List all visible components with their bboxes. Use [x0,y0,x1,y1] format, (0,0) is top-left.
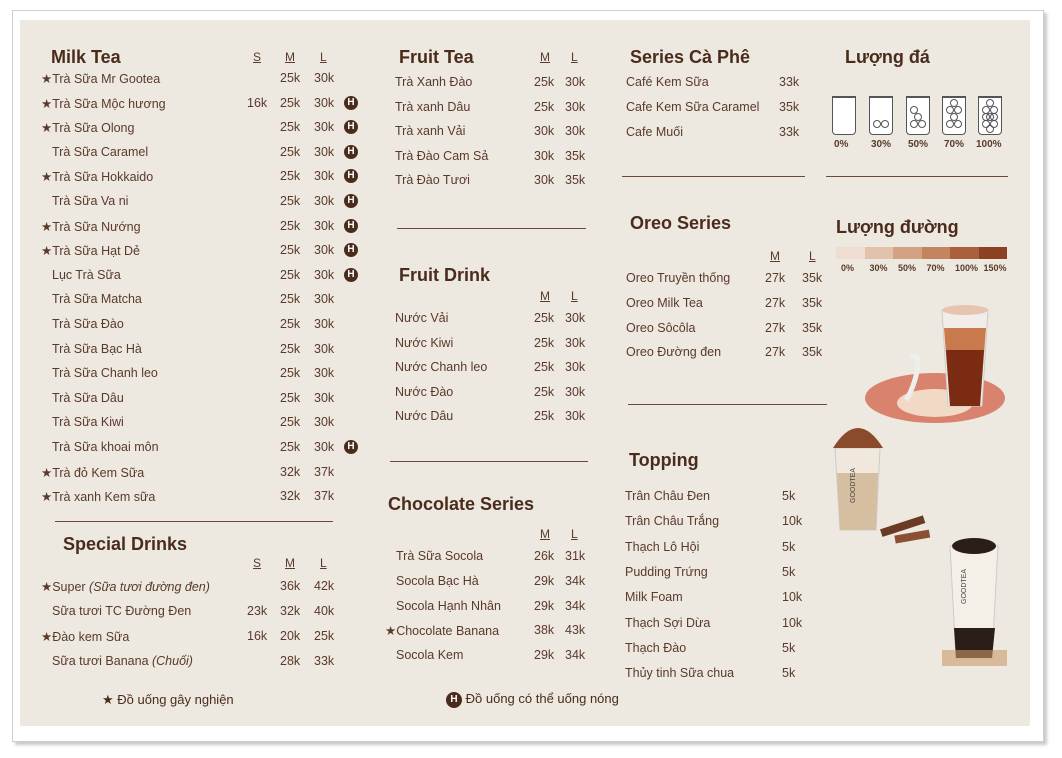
item-name: Socola Kem [396,648,464,663]
price-m: 25k [280,71,301,85]
ice-cube-icon [881,120,889,128]
cup-1-foam [942,305,988,315]
item-name: ★Trà Sữa Hokkaido [41,170,154,185]
item-name: Milk Foam [625,590,683,605]
item-name: Trà Sữa Bạc Hà [52,341,142,356]
ice-cube-icon [946,106,954,114]
price-m: 30k [534,173,555,188]
price-m: 36k [280,579,301,593]
item-name: Thủy tinh Sữa chua [625,666,735,681]
price-l: 30k [565,335,586,350]
price-m: 26k [534,549,555,563]
oreo-header-m: M [770,249,780,263]
ice-title: Lượng đá [845,47,930,67]
price-m: 30k [534,148,555,163]
price-l: 30k [565,311,586,325]
hot-icon: H [344,243,358,257]
sugar-level-label: 50% [898,263,917,273]
fruit-tea-divider [397,228,586,229]
ice-cube-icon [946,120,954,128]
item-name: Sữa tươi Banana (Chuối) [52,654,193,668]
price-m: 25k [280,366,301,381]
item-name: Trà Sữa Va ni [52,194,129,208]
price-price: 10k [782,590,803,605]
price-l: 30k [314,243,335,258]
price-l: 42k [314,579,335,593]
item-name: Trân Châu Trắng [625,514,720,529]
oreo-header-l: L [809,249,816,263]
item-name: Trà xanh Vải [395,124,466,139]
price-m: 25k [280,267,301,282]
price-l: 30k [314,341,335,356]
item-name: Trà Sữa Chanh leo [52,366,158,381]
price-m: 25k [280,144,301,159]
legend-hot-text: Đồ uống có thể uống nóng [465,691,619,706]
hot-icon: H [344,169,358,183]
cup-3-topping [952,538,996,554]
item-name: Lục Trà Sữa [52,267,121,282]
fruit-tea-header-m: M [540,50,550,64]
coffee-title: Series Cà Phê [630,47,751,67]
price-m: 25k [280,120,301,135]
price-l: 30k [565,124,586,139]
price-m: 25k [280,317,301,331]
price-l: 34k [565,598,586,613]
item-name: Oreo Đường đen [626,345,722,360]
item-name: Socola Hạnh Nhân [396,598,501,613]
price-l: 30k [565,409,586,424]
ice-cube-icon [982,113,990,121]
price-s: 16k [247,629,268,643]
price-l: 30k [314,194,335,208]
cup-1-sugar [946,350,984,406]
fruit-tea-header-l: L [571,50,578,64]
price-m: 25k [280,169,301,184]
item-name: Trà Sữa Dâu [52,390,124,405]
price-l: 30k [314,144,335,159]
ice-cup-icon [832,96,856,135]
ice-cube-icon [986,99,994,107]
item-name: Cafe Muối [626,125,683,139]
price-l: 30k [314,71,335,85]
price-m: 25k [280,95,301,110]
price-m: 27k [765,295,786,310]
price-m: 25k [534,99,555,114]
oreo-divider [628,404,827,405]
list-item [0,514,803,534]
fruit-drink-header-l: L [571,289,578,303]
chocolate-header-l: L [571,527,578,541]
item-name: Thạch Sợi Dừa [625,615,711,630]
item-name: ★Trà đỏ Kem Sữa [41,465,145,480]
item-name: Trà Sữa Caramel [52,144,149,159]
sugar-swatch [979,247,1008,259]
fruit-drink-title: Fruit Drink [399,265,491,285]
price-l: 30k [314,292,335,307]
price-m: 25k [534,311,555,325]
item-name: Nước Đào [395,384,454,399]
cup-2-cream [833,428,883,448]
item-name: Oreo Truyền thống [626,271,731,285]
sugar-swatch [893,247,922,259]
price-m: 25k [280,292,301,307]
price-l: 30k [314,366,335,381]
list-item [0,194,355,214]
item-name: ★Trà xanh Kem sữa [41,490,156,505]
item-name: ★Chocolate Banana [385,624,500,639]
price-l: 30k [314,218,335,233]
price-l: 30k [314,317,335,331]
price-price: 5k [782,666,796,681]
milk-tea-header-s: S [253,50,262,64]
ice-cube-icon [918,120,926,128]
price-m: 25k [534,384,555,399]
ice-level-label: 70% [944,139,965,150]
item-name: Oreo Sôcôla [626,320,696,335]
ice-level-label: 50% [908,139,929,150]
item-name: Thạch Đào [625,640,687,655]
legend-star [102,692,234,708]
item-name: ★Trà Sữa Mộc hương [41,96,166,111]
item-name: ★Đào kem Sữa [41,630,130,644]
ice-cube-icon [954,120,962,128]
item-name: Sữa tươi TC Đường Đen [52,604,192,618]
price-m: 32k [280,604,301,618]
coffee-divider [622,176,805,177]
list-item [0,243,355,263]
ice-cube-icon [950,99,958,107]
price-price: 5k [782,489,796,503]
hot-icon: H [344,268,358,282]
item-name: Trà Sữa khoai môn [52,440,159,454]
price-m: 25k [280,194,301,208]
item-note: (Sữa tươi đường đen) [85,580,210,594]
fruit-drink-header-m: M [540,289,550,303]
price-l: 30k [314,169,335,184]
ice-level-label: 100% [976,139,1002,150]
item-name: Nước Kiwi [395,335,454,350]
hot-icon: H [344,194,358,208]
price-l: 30k [314,95,335,110]
chocolate-bar-2 [894,530,930,544]
sugar-level-label: 150% [983,263,1007,273]
fruit-drink-divider [390,461,588,462]
ice-cube-icon [910,120,918,128]
price-m: 25k [280,390,301,405]
price-price: 35k [779,100,800,114]
ice-level-label: 30% [871,139,892,150]
price-m: 29k [534,573,555,588]
legend-hot [446,691,619,709]
item-name: Trà Sữa Kiwi [52,415,124,430]
price-m: 38k [534,623,555,638]
price-price: 10k [782,615,803,630]
cup-2-tea [837,473,878,530]
price-l: 25k [314,629,335,643]
ice-cube-icon [914,113,922,121]
hot-icon: H [344,440,358,454]
price-m: 32k [280,464,301,479]
ice-cup-icon [906,96,930,135]
price-m: 25k [534,409,555,424]
milk-tea-header-m: M [285,50,295,64]
milk-tea-divider [55,521,333,522]
hot-icon: H [344,96,358,110]
price-l: 30k [314,415,335,430]
item-name: Trà Sữa Socola [396,549,484,563]
ice-divider [826,176,1008,177]
item-name: Nước Vải [395,311,449,325]
item-name: Trà Sữa Đào [52,317,124,331]
price-m: 25k [280,415,301,430]
list-item [0,666,796,686]
price-l: 37k [314,489,335,504]
item-name: Café Kem Sữa [626,75,709,89]
price-l: 40k [314,604,335,618]
price-l: 31k [565,549,586,563]
chocolate-header-m: M [540,527,550,541]
item-name: Trân Châu Đen [625,489,710,503]
price-price: 33k [779,75,800,89]
cup-3-brand: GOODTEA [961,568,968,604]
price-m: 25k [280,218,301,233]
item-note: (Chuối) [148,654,193,668]
star-icon: ★ [102,692,114,707]
price-m: 30k [534,124,555,139]
price-m: 25k [280,243,301,258]
item-name: ★Trà Sữa Nướng [41,219,141,234]
cup-3-tray [942,650,1007,666]
sugar-level-label: 70% [926,263,945,273]
price-s: 23k [247,604,268,618]
price-m: 27k [765,345,786,360]
price-l: 34k [565,573,586,588]
sugar-level-label: 0% [841,263,855,273]
oreo-title: Oreo Series [630,213,732,233]
price-l: 35k [802,345,823,360]
price-l: 37k [314,464,335,479]
price-m: 25k [280,440,301,454]
price-l: 34k [565,648,586,663]
price-l: 30k [314,120,335,135]
chocolate-title: Chocolate Series [388,494,535,514]
list-item [0,464,335,485]
sugar-title: Lượng đường [836,217,959,237]
price-m: 25k [534,75,555,89]
price-price: 33k [779,125,800,139]
item-name: Trà Đào Cam Sả [395,148,489,163]
item-name: Cafe Kem Sữa Caramel [626,100,760,114]
special-drinks-title: Special Drinks [63,534,188,554]
price-l: 35k [802,295,823,310]
sugar-swatch [865,247,894,259]
item-name: Thạch Lô Hội [625,539,700,554]
price-m: 32k [280,489,301,504]
item-name: Socola Bạc Hà [396,573,479,588]
special-header-m: M [285,556,295,570]
milk-tea-header-l: L [320,50,327,64]
price-l: 30k [565,360,586,375]
price-l: 35k [802,320,823,335]
sugar-swatch [950,247,979,259]
item-name: ★Super (Sữa tươi đường đen) [41,580,210,594]
hot-icon: H [344,120,358,134]
ice-cube-icon [873,120,881,128]
item-name: ★Trà Sữa Mr Gootea [41,72,161,86]
item-name: Nước Dâu [395,409,454,424]
price-price: 10k [782,514,803,529]
list-item [0,218,355,239]
ice-cup-icon [869,96,893,135]
price-m: 20k [280,629,301,643]
price-price: 5k [782,564,796,579]
price-l: 30k [314,390,335,405]
price-m: 25k [534,360,555,375]
legend-star-text: Đồ uống gây nghiện [117,692,234,707]
price-l: 35k [565,148,586,163]
price-m: 27k [765,320,786,335]
price-m: 29k [534,648,555,663]
milk-tea-title: Milk Tea [51,47,121,67]
fruit-tea-title: Fruit Tea [399,47,474,67]
price-m: 25k [280,341,301,356]
sugar-swatch [922,247,951,259]
price-l: 30k [314,267,335,282]
sugar-level-label: 30% [869,263,888,273]
sugar-swatch [836,247,865,259]
ice-level-label: 0% [834,139,849,150]
item-name: Trà Sữa Matcha [52,292,142,307]
drinks-illustration [820,298,1020,678]
item-name: Trà Xanh Đào [395,75,473,89]
special-header-l: L [320,556,327,570]
list-item [0,440,355,460]
hot-icon: H [344,145,358,159]
price-m: 27k [765,271,786,285]
item-name: ★Trà Sữa Olong [41,121,135,136]
price-price: 5k [782,640,796,655]
price-m: 28k [280,654,301,668]
price-price: 5k [782,539,796,554]
cup-2-brand: GOODTEA [850,467,857,503]
ice-cube-icon [990,113,998,121]
ice-cube-icon [950,113,958,121]
price-l: 30k [565,384,586,399]
item-name: Pudding Trứng [625,564,708,579]
hot-icon: H [344,219,358,233]
price-l: 30k [565,75,586,89]
price-l: 30k [565,99,586,114]
ice-cube-icon [910,106,918,114]
price-l: 35k [565,173,586,188]
item-name: ★Trà Sữa Hạt Dẻ [41,244,140,259]
price-l: 33k [314,654,335,668]
ice-cup-icon [978,96,1002,135]
price-l: 35k [802,271,823,285]
price-l: 43k [565,623,586,638]
item-name: Trà Đào Tươi [395,173,470,188]
price-m: 29k [534,598,555,613]
hot-icon: H [446,692,462,708]
item-name: Nước Chanh leo [395,360,488,375]
topping-title: Topping [629,450,699,470]
ice-cup-icon [942,96,966,135]
price-s: 16k [247,95,268,110]
price-l: 30k [314,440,335,454]
sugar-level-label: 100% [955,263,979,273]
item-name: Trà xanh Dâu [395,99,471,114]
ice-cube-icon [986,125,994,133]
price-m: 25k [534,335,555,350]
ice-cube-icon [954,106,962,114]
item-name: Oreo Milk Tea [626,295,703,310]
special-header-s: S [253,556,262,570]
